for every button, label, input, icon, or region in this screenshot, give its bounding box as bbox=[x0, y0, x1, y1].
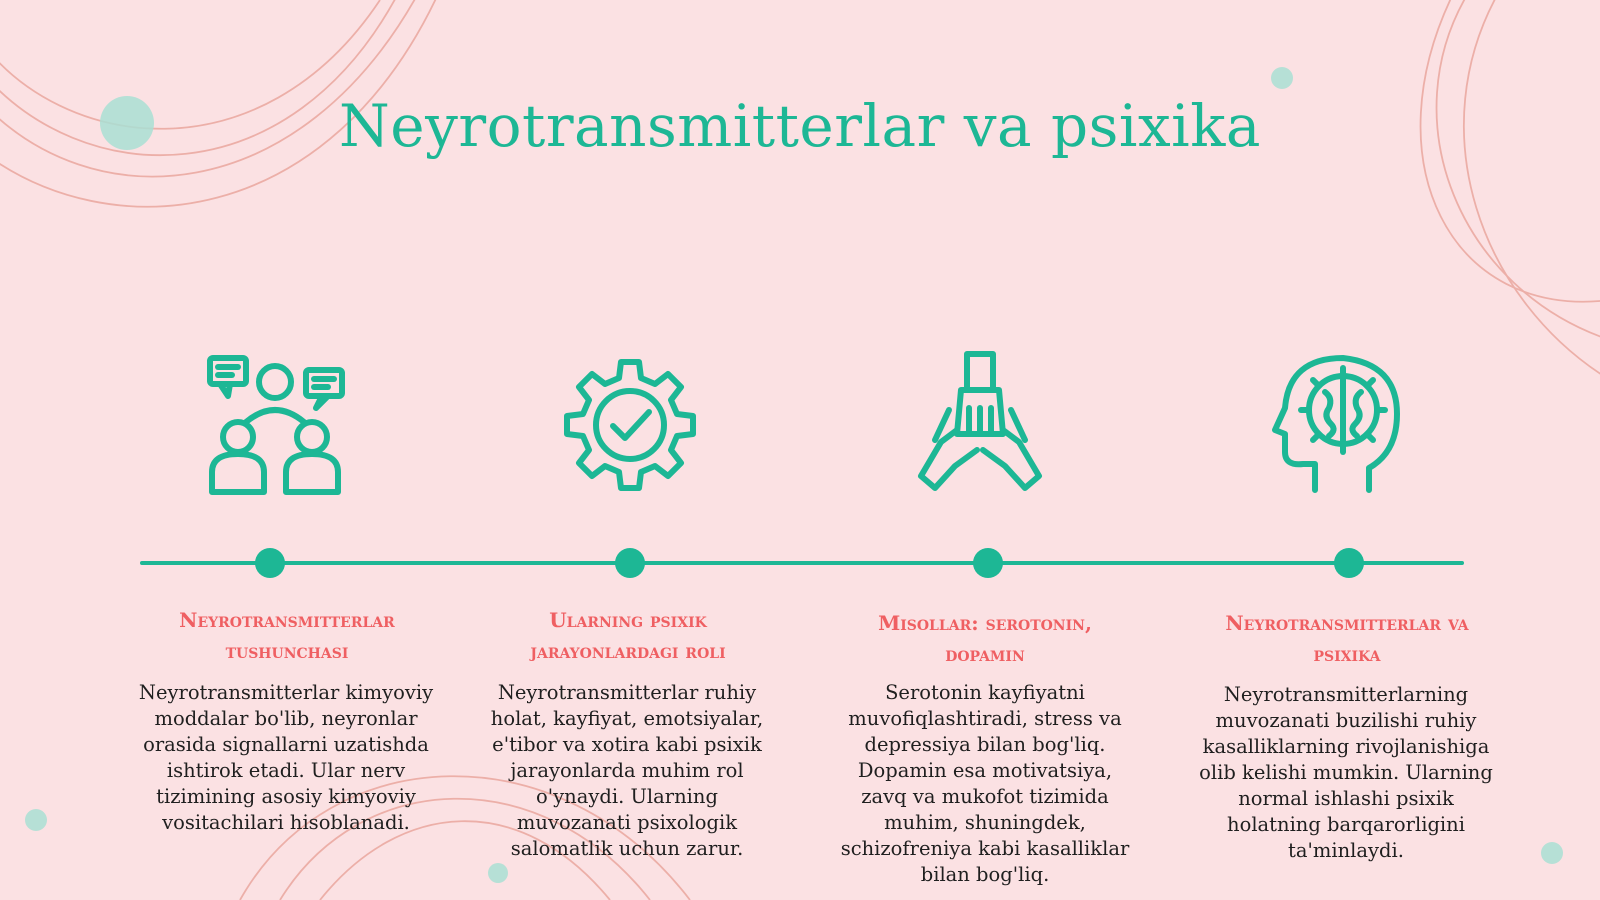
gear-check-icon bbox=[555, 350, 705, 500]
page-title: Neyrotransmitterlar va psixika bbox=[339, 92, 1261, 160]
column-body: Serotonin kayfiyatni muvofiqlashtiradi, stress va depressiya bilan bog'liq. Dopamin esa motivatsiya, zavq va mukofot tizimida muhim, shuningdek, schizofreniya kabi kasalliklar bilan bog'liq. bbox=[840, 681, 1130, 886]
column-body: Neyrotransmitterlar kimyoviy moddalar bo'lib, neyronlar orasida signallarni uzatishda ishtirok etadi. Ular nerv tizimining asosiy kimyoviy vositachilari hisoblanadi. bbox=[138, 681, 434, 834]
column-heading: Ularning psixik jarayonlardagi roli bbox=[530, 608, 726, 663]
timeline-dot bbox=[615, 548, 645, 578]
timeline-line bbox=[140, 561, 1464, 565]
timeline-dot bbox=[1334, 548, 1364, 578]
timeline-dot bbox=[255, 548, 285, 578]
people-discussion-icon bbox=[200, 350, 350, 500]
column-body: Neyrotransmitterlarning muvozanati buzilishi ruhiy kasalliklarning rivojlanishiga olib kelishi mumkin. Ularning normal ishlashi psixik holatning barqarorligini ta'minlaydi. bbox=[1199, 683, 1493, 862]
column-heading: Neyrotransmitterlar va psixika bbox=[1225, 611, 1469, 666]
head-brain-icon bbox=[1265, 350, 1415, 500]
column-heading: Neyrotransmitterlar tushunchasi bbox=[179, 608, 395, 663]
column-heading: Misollar: serotonin, dopamin bbox=[878, 611, 1092, 666]
stacked-hands-icon bbox=[905, 350, 1055, 500]
timeline-dot bbox=[973, 548, 1003, 578]
column-body: Neyrotransmitterlar ruhiy holat, kayfiyat, emotsiyalar, e'tibor va xotira kabi psixik jarayonlarda muhim rol o'ynaydi. Ularning muvozanati psixologik salomatlik uchun zarur. bbox=[490, 681, 764, 860]
